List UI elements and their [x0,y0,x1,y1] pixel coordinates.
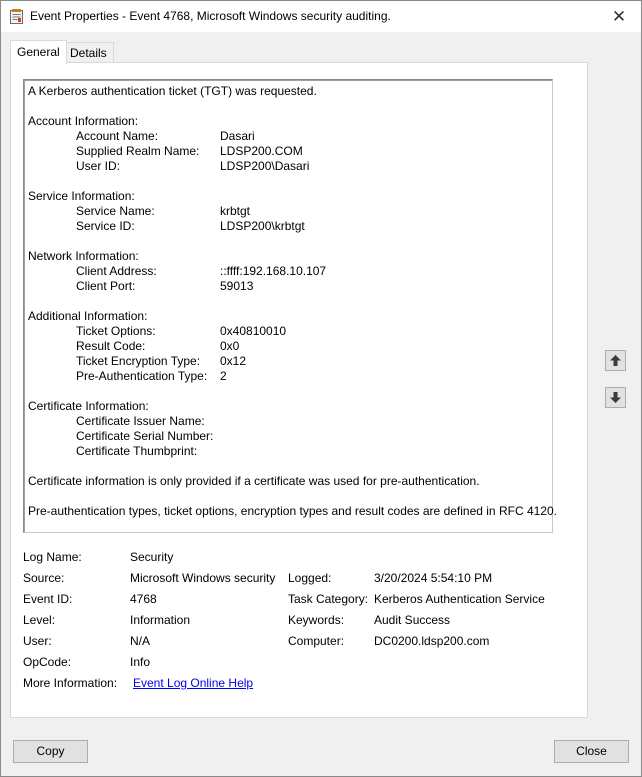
opcode-label: OpCode: [23,655,72,669]
event-id-label: Event ID: [23,592,73,606]
client-port-value: 59013 [220,279,254,293]
source-label: Source: [23,571,65,585]
realm-name-value: LDSP200.COM [220,144,303,158]
close-button[interactable]: Close [554,740,629,763]
certificate-info-header: Certificate Information: [28,399,149,413]
close-icon[interactable]: ✕ [611,7,627,26]
arrow-down-icon [609,391,622,404]
ticket-options-label: Ticket Options: [76,324,156,338]
rfc-note: Pre-authentication types, ticket options, encryption types and result codes are defined in RFC 4120. [28,504,557,518]
event-log-online-help-link[interactable]: Event Log Online Help [133,676,254,690]
task-category-value: Kerberos Authentication Service [374,592,545,606]
result-code-value: 0x0 [220,339,240,353]
realm-name-label: Supplied Realm Name: [76,144,200,158]
certificate-note: Certificate information is only provided if a certificate was used for pre-authentication. [28,474,480,488]
user-value: N/A [130,634,151,648]
user-id-value: LDSP200\Dasari [220,159,310,173]
account-name-value: Dasari [220,129,255,143]
user-label: User: [23,634,52,648]
tab-details[interactable]: Details [63,42,114,64]
arrow-up-icon [609,354,622,367]
previous-event-button[interactable] [605,350,626,371]
opcode-value: Info [130,655,151,669]
pre-auth-type-value: 2 [220,369,227,383]
result-code-label: Result Code: [76,339,146,353]
description-intro: A Kerberos authentication ticket (TGT) was requested. [28,84,317,98]
log-name-label: Log Name: [23,550,82,564]
window-title: Event Properties - Event 4768, Microsoft Windows security auditing. [30,9,391,23]
keywords-label: Keywords: [288,613,345,627]
ticket-encryption-type-value: 0x12 [220,354,247,368]
cert-thumbprint-label: Certificate Thumbprint: [76,444,198,458]
service-name-label: Service Name: [76,204,155,218]
client-address-value: ::ffff:192.168.10.107 [220,264,327,278]
network-info-header: Network Information: [28,249,139,263]
cert-serial-label: Certificate Serial Number: [76,429,214,443]
task-category-label: Task Category: [288,592,369,606]
general-tab-panel [10,62,588,718]
account-name-label: Account Name: [76,129,159,143]
event-description-box[interactable] [23,79,557,533]
level-label: Level: [23,613,56,627]
account-info-header: Account Information: [28,114,139,128]
service-id-label: Service ID: [76,219,135,233]
client-address-label: Client Address: [76,264,157,278]
log-name-value: Security [130,550,174,564]
logged-value: 3/20/2024 5:54:10 PM [374,571,493,585]
level-value: Information [130,613,191,627]
source-value: Microsoft Windows security [130,571,276,585]
copy-button[interactable]: Copy [13,740,88,763]
pre-auth-type-label: Pre-Authentication Type: [76,369,208,383]
title-bar[interactable] [1,1,641,32]
service-name-value: krbtgt [220,204,251,218]
keywords-value: Audit Success [374,613,451,627]
ticket-options-value: 0x40810010 [220,324,287,338]
event-id-value: 4768 [130,592,157,606]
ticket-encryption-type-label: Ticket Encryption Type: [76,354,201,368]
tab-general[interactable]: General [10,40,67,64]
next-event-button[interactable] [605,387,626,408]
user-id-label: User ID: [76,159,121,173]
service-info-header: Service Information: [28,189,135,203]
service-id-value: LDSP200\krbtgt [220,219,305,233]
logged-label: Logged: [288,571,332,585]
additional-info-header: Additional Information: [28,309,148,323]
cert-issuer-label: Certificate Issuer Name: [76,414,205,428]
computer-value: DC0200.ldsp200.com [374,634,490,648]
event-properties-icon [10,9,23,24]
computer-label: Computer: [288,634,345,648]
more-info-label: More Information: [23,676,118,690]
client-port-label: Client Port: [76,279,136,293]
